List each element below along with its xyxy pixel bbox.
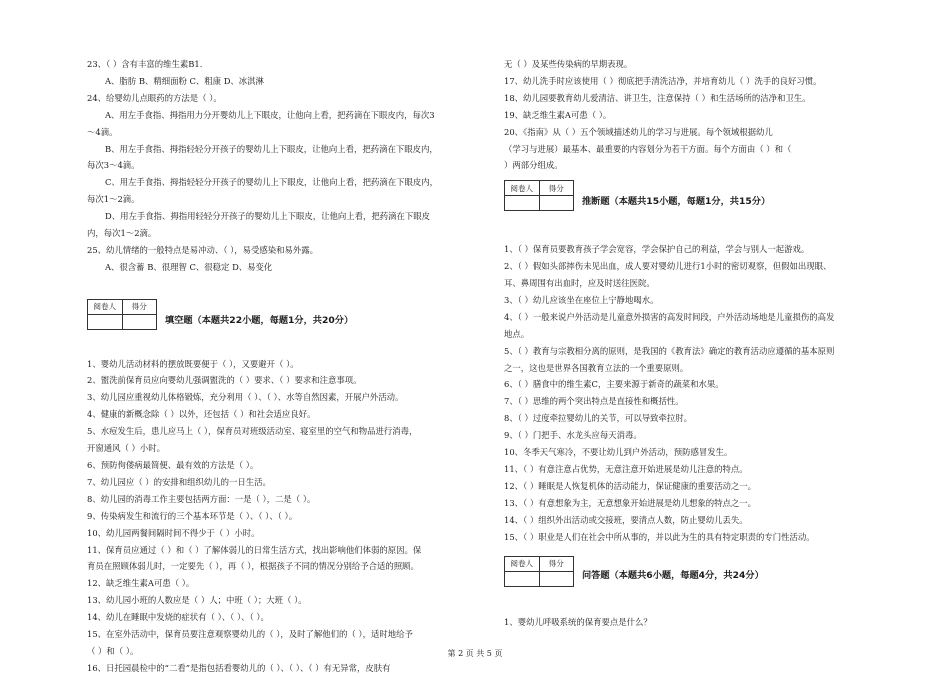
fill-item: 15、在室外活动中，保育员要注意观察婴幼儿的（ ），及时了解他们的（ ），适时地给予 [87, 629, 413, 640]
fill-item: 1、婴幼儿活动材料的摆放既要便于（ ），又要避开（ ）。 [87, 358, 299, 369]
fill-item: 14、幼儿在睡眠中发烧的症状有（ ）、（ ）、（ ）。 [87, 612, 269, 623]
score-box [504, 180, 574, 211]
question-24-option-a: A、用左手食指、拇指用力分开婴幼儿上下眼皮，让他向上看，把药滴在下眼皮内，每次3 [105, 109, 435, 120]
fill-item-cont: 开窗通风（ ）小时。 [87, 443, 166, 454]
fill-item: 12、缺乏维生素A可患（ ）。 [87, 578, 195, 589]
judge-item-cont: 之一，这也是世界各国教育立法的一个重要原则。 [504, 362, 689, 373]
judge-item: 8、（ ）过度牵拉婴幼儿的关节，可以导致牵拉肘。 [504, 413, 693, 424]
fill-item: 6、预防佝偻病最简便、最有效的方法是（ ）。 [87, 460, 259, 470]
page-footer: 第 2 页 共 5 页 [447, 649, 503, 658]
judge-item: 15、（ ）职业是人们在社会中所从事的，并以此为生的具有特定职责的专门性活动。 [504, 531, 815, 542]
score-box [87, 299, 157, 330]
question-25: 25、幼儿情绪的一般特点是易冲动、（ ），易受感染和易外露。 [87, 244, 319, 255]
fill-item: 2、盥洗前保育员应向婴幼儿强调盥洗的（ ）要求、（ ）要求和注意事项。 [87, 375, 362, 386]
fill-item-cont: 育员在照顾体弱儿时，一定要先（ ），再（ ），根据孩子不同的情况分别给予合适的照顾。 [87, 561, 419, 572]
score-cell[interactable] [122, 314, 157, 329]
score-label: 得分 [539, 181, 574, 196]
score-box [504, 556, 574, 587]
judge-item-cont: 地点。 [504, 328, 530, 339]
judge-item: 7、（ ）思维的两个突出特点是直接性和概括性。 [504, 396, 684, 407]
judge-item: 5、（ ）教育与宗教相分离的原则，是我国的《教育法》确定的教育活动应遵循的基本原则 [504, 345, 835, 356]
fill-item-cont: （ ）和（ ）。 [87, 645, 139, 656]
fill-item: 10、幼儿园两餐间隔时间不得少于（ ）小时。 [87, 527, 260, 538]
fill-item: 16、日托园晨检中的“二看”是指包括看婴幼儿的（ ）、（ ）、（ ）有无异常，皮肤有 [87, 662, 391, 673]
reviewer-label: 阅卷人 [88, 299, 123, 314]
fill-item: 11、保育员应通过（ ）和（ ）了解体弱儿的日常生活方式，找出影响他们体弱的原因。保 [87, 544, 422, 555]
judge-item: 10、冬季天气寒冷，不要让幼儿到户外活动，预防感冒发生。 [504, 447, 733, 458]
fill-item: 17、幼儿洗手时应该使用（ ）彻底把手清洗洁净，并培育幼儿（ ）洗手的良好习惯。 [504, 75, 822, 86]
section-title-fill: 填空题（本题共22小题，每题1分，共20分） [165, 314, 354, 326]
judge-item: 2、（ ）假如头部摔伤未见出血，成人要对婴幼儿进行1小时的密切观察，但假如出现眼、 [504, 261, 832, 272]
question-23-options: A、脂肪 B、精细面粉 C、粗康 D、冰淇淋 [105, 75, 264, 86]
judge-item: 9、（ ）门把手、水龙头应每天消毒。 [504, 430, 642, 441]
reviewer-cell[interactable] [505, 571, 540, 586]
question-24-option-d-cont: 内，每次1～2滴。 [87, 228, 157, 239]
score-label: 得分 [539, 556, 574, 571]
question-24-option-c: C、用左手食指、拇指轻轻分开孩子的婴幼儿上下眼皮，让他向上看，把药滴在下眼皮内， [105, 177, 439, 188]
fill-item: 20、《指南》从（ ）五个领域描述幼儿的学习与进展。每个领域根据幼儿 [504, 126, 773, 137]
judge-item: 14、（ ）组织外出活动或交接班，要清点人数，防止婴幼儿丢失。 [504, 514, 748, 525]
fill-item: 5、水痘发生后，患儿应马上（ ），保育员对班级活动室、寝室里的空气和物品进行消毒， [87, 426, 418, 437]
question-24-option-b: B、用左手食指、拇指轻轻分开孩子的婴幼儿上下眼皮，让他向上看，把药滴在下眼皮内， [105, 143, 438, 154]
judge-item: 1、（ ）保育员要教育孩子学会宽容，学会保护自己的利益，学会与别人一起游戏。 [504, 244, 810, 255]
reviewer-label: 阅卷人 [505, 181, 540, 196]
fill-item: 19、缺乏维生素A可患（ ）。 [504, 109, 612, 120]
score-label: 得分 [122, 299, 157, 314]
fill-item-cont: （学习与进展）最基本、最重要的内容划分为若干方面。每个方面由（ ）和（ [504, 143, 792, 154]
fill-item: 18、幼儿园要教育幼儿爱清洁、讲卫生，注意保持（ ）和生活场所的洁净和卫生。 [504, 92, 811, 103]
judge-item: 6、（ ）膳食中的维生素C，主要来源于新奇的蔬菜和水果。 [504, 379, 724, 390]
reviewer-label: 阅卷人 [505, 556, 540, 571]
question-24-option-d: D、用左手食指、拇指用轻轻分开孩子的婴幼儿上下眼皮，让他向上看，把药滴在下眼皮 [105, 211, 430, 222]
fill-item: 7、幼儿园应（ ）的安排和组织幼儿的一日生活。 [87, 476, 271, 487]
fill-item: 3、幼儿园应重视幼儿体格锻炼，充分利用（ ）、（ ）、水等自然因素，开展户外活动。 [87, 392, 404, 403]
fill-item: 9、传染病发生和流行的三个基本环节是（ ）、（ ）、（ ）。 [87, 510, 298, 521]
qa-section-header [504, 546, 906, 598]
judge-item: 12、（ ）睡眠是人恢复机体的活动能力，保证健康的重要活动之一。 [504, 480, 756, 491]
fill-item-cont: ）两部分组成。 [504, 160, 563, 171]
fill-item: 8、幼儿园的消毒工作主要包括两方面：一是（ ），二是（ ）。 [87, 493, 316, 504]
judge-item: 11、（ ）有意注意占优势，无意注意开始进展是幼儿注意的特点。 [504, 464, 748, 475]
question-24: 24、给婴幼儿点眼药的方法是（ ）。 [87, 92, 222, 103]
question-23: 23、（ ）含有丰富的维生素B1. [87, 59, 203, 69]
question-24-option-a-cont: ～4滴。 [87, 126, 118, 137]
fill-item: 4、健康的新概念除（ ）以外，还包括（ ）和社会适应良好。 [87, 409, 316, 420]
judge-item: 4、（ ）一般来说户外活动是儿童意外损害的高发时间段，户外活动场地是儿童损伤的高发 [504, 311, 835, 322]
question-24-option-c-cont: 每次1～2滴。 [87, 194, 140, 205]
reviewer-cell[interactable] [88, 314, 123, 329]
left-column [87, 56, 489, 677]
question-24-option-b-cont: 每次3～4滴。 [87, 160, 140, 171]
fill-item: 13、幼儿园小班的人数应是（ ）人；中班（ ）；大班（ ）。 [87, 595, 307, 606]
judge-item-cont: 耳、鼻周围有出血时，应及时送往医院。 [504, 278, 655, 289]
score-cell[interactable] [539, 571, 574, 586]
fill-item-cont: 无（ ）及某些传染病的早期表现。 [504, 59, 633, 69]
fill-section-header [87, 293, 489, 339]
section-title-judge: 推断题（本题共15小题，每题1分，共15分） [582, 196, 771, 208]
qa-item: 1、婴幼儿呼吸系统的保育要点是什么？ [504, 617, 652, 628]
judge-item: 13、（ ）有意想象为主，无意想象开始进展是幼儿想象的特点之一。 [504, 497, 756, 508]
judge-item: 3、（ ）幼儿应该坐在座位上宁静地喝水。 [504, 294, 659, 305]
reviewer-cell[interactable] [505, 196, 540, 211]
judge-section-header [504, 174, 906, 224]
score-cell[interactable] [539, 196, 574, 211]
right-column [504, 56, 906, 631]
question-25-options: A、很含蓄 B、很理智 C、很稳定 D、易变化 [105, 261, 273, 272]
section-title-qa: 问答题（本题共6小题，每题4分，共24分） [582, 569, 764, 581]
